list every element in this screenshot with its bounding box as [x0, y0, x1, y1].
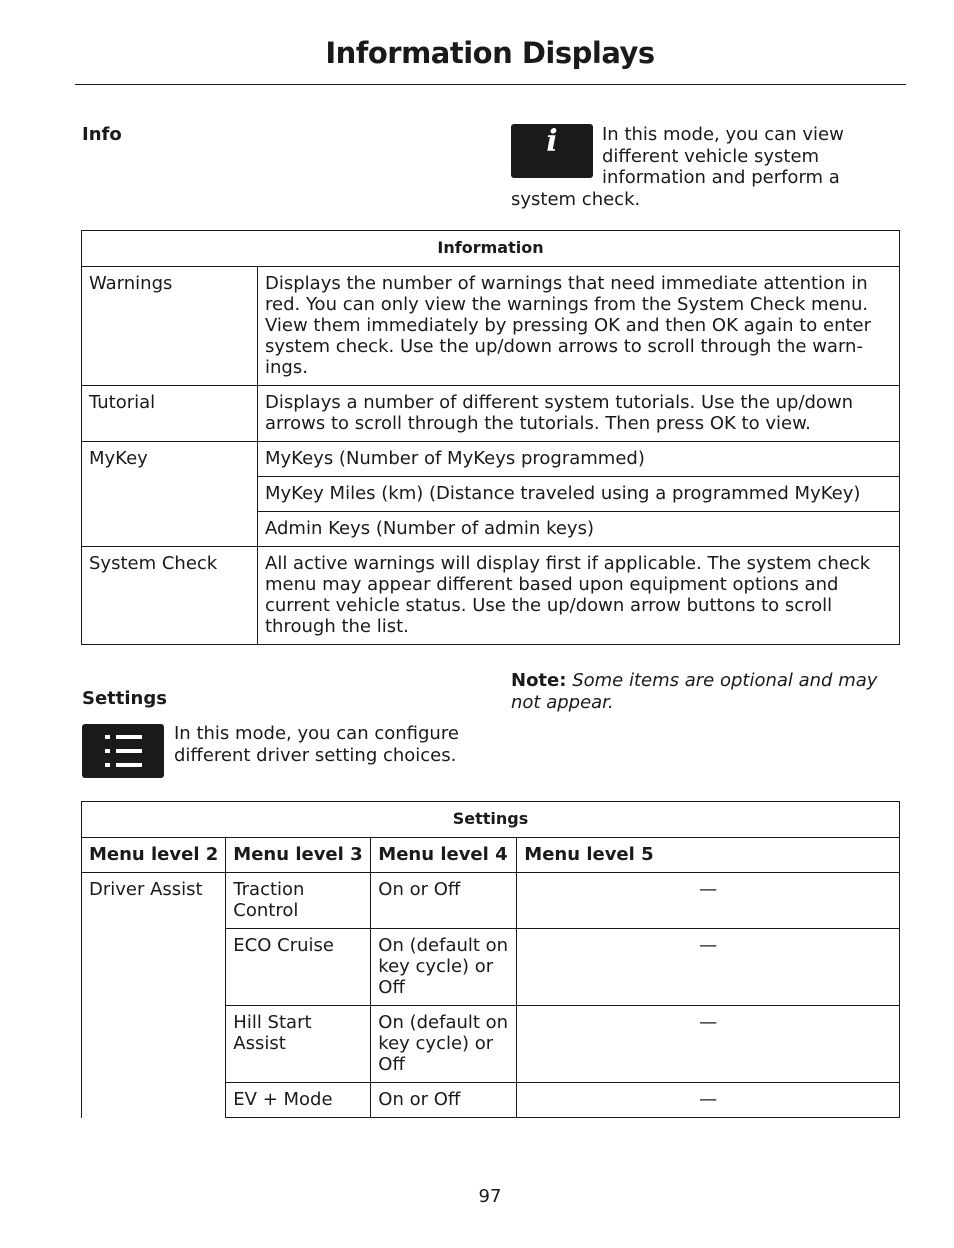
note-label: Note: — [511, 670, 567, 691]
table-row — [82, 267, 900, 386]
note-text: Some items are optional and may not appear. — [511, 670, 878, 713]
info-description-block — [511, 124, 856, 210]
level4-cell: On or Off — [371, 873, 517, 929]
page-number: 97 — [478, 1186, 502, 1207]
level5-cell: — — [517, 929, 900, 1006]
row-text: Displays the number of warnings that need immediate attention in red. You can only view the warnings from the System Check menu. View them immediately by pressing OK and then OK again to enter system check. Use the up/down arrows to scroll through the warn-ings. — [258, 267, 900, 386]
row-text: Displays a number of different system tutorials. Use the up/down arrows to scroll through the tutorials. Then press OK to view. — [258, 386, 900, 442]
table-row — [82, 547, 900, 645]
row-label: MyKey — [82, 442, 258, 547]
row-label: System Check — [82, 547, 258, 645]
level4-cell: On (default on key cycle) or Off — [371, 1006, 517, 1083]
row-text: All active warnings will display first if applicable. The system check menu may appear different based upon equipment options and current vehicle status. Use the up/down arrow buttons to scroll through the list. — [258, 547, 900, 645]
info-heading: Info — [82, 124, 122, 145]
row-text: MyKeys (Number of MyKeys programmed) — [258, 442, 900, 477]
level3-cell: Hill Start Assist — [226, 1006, 371, 1083]
information-table-title: Information — [82, 231, 900, 267]
level3-cell: EV + Mode — [226, 1083, 371, 1118]
note — [511, 670, 901, 713]
level3-cell: Traction Control — [226, 873, 371, 929]
row-text: MyKey Miles (km) (Distance traveled using a programmed MyKey) — [258, 477, 900, 512]
table-row — [82, 873, 900, 929]
info-icon: i — [511, 124, 593, 178]
level5-cell: — — [517, 1083, 900, 1118]
level5-cell: — — [517, 1006, 900, 1083]
level3-cell: ECO Cruise — [226, 929, 371, 1006]
group-label: Driver Assist — [82, 873, 226, 1118]
row-text: Admin Keys (Number of admin keys) — [258, 512, 900, 547]
settings-description: In this mode, you can configure different driver setting choices. — [174, 723, 459, 766]
row-label: Tutorial — [82, 386, 258, 442]
column-header: Menu level 4 — [371, 838, 517, 873]
title-divider — [75, 84, 906, 85]
settings-table — [81, 801, 900, 1118]
column-header: Menu level 3 — [226, 838, 371, 873]
level4-cell: On (default on key cycle) or Off — [371, 929, 517, 1006]
level5-cell: — — [517, 873, 900, 929]
table-row — [82, 386, 900, 442]
column-header: Menu level 2 — [82, 838, 226, 873]
settings-heading: Settings — [82, 688, 167, 709]
list-icon — [82, 724, 164, 778]
settings-table-title: Settings — [82, 802, 900, 838]
level4-cell: On or Off — [371, 1083, 517, 1118]
information-table — [81, 230, 900, 645]
page-title: Information Displays — [325, 36, 655, 70]
table-row — [82, 442, 900, 477]
row-label: Warnings — [82, 267, 258, 386]
info-description: In this mode, you can view different vehicle system information and perform a system check. — [511, 124, 844, 210]
column-header: Menu level 5 — [517, 838, 900, 873]
